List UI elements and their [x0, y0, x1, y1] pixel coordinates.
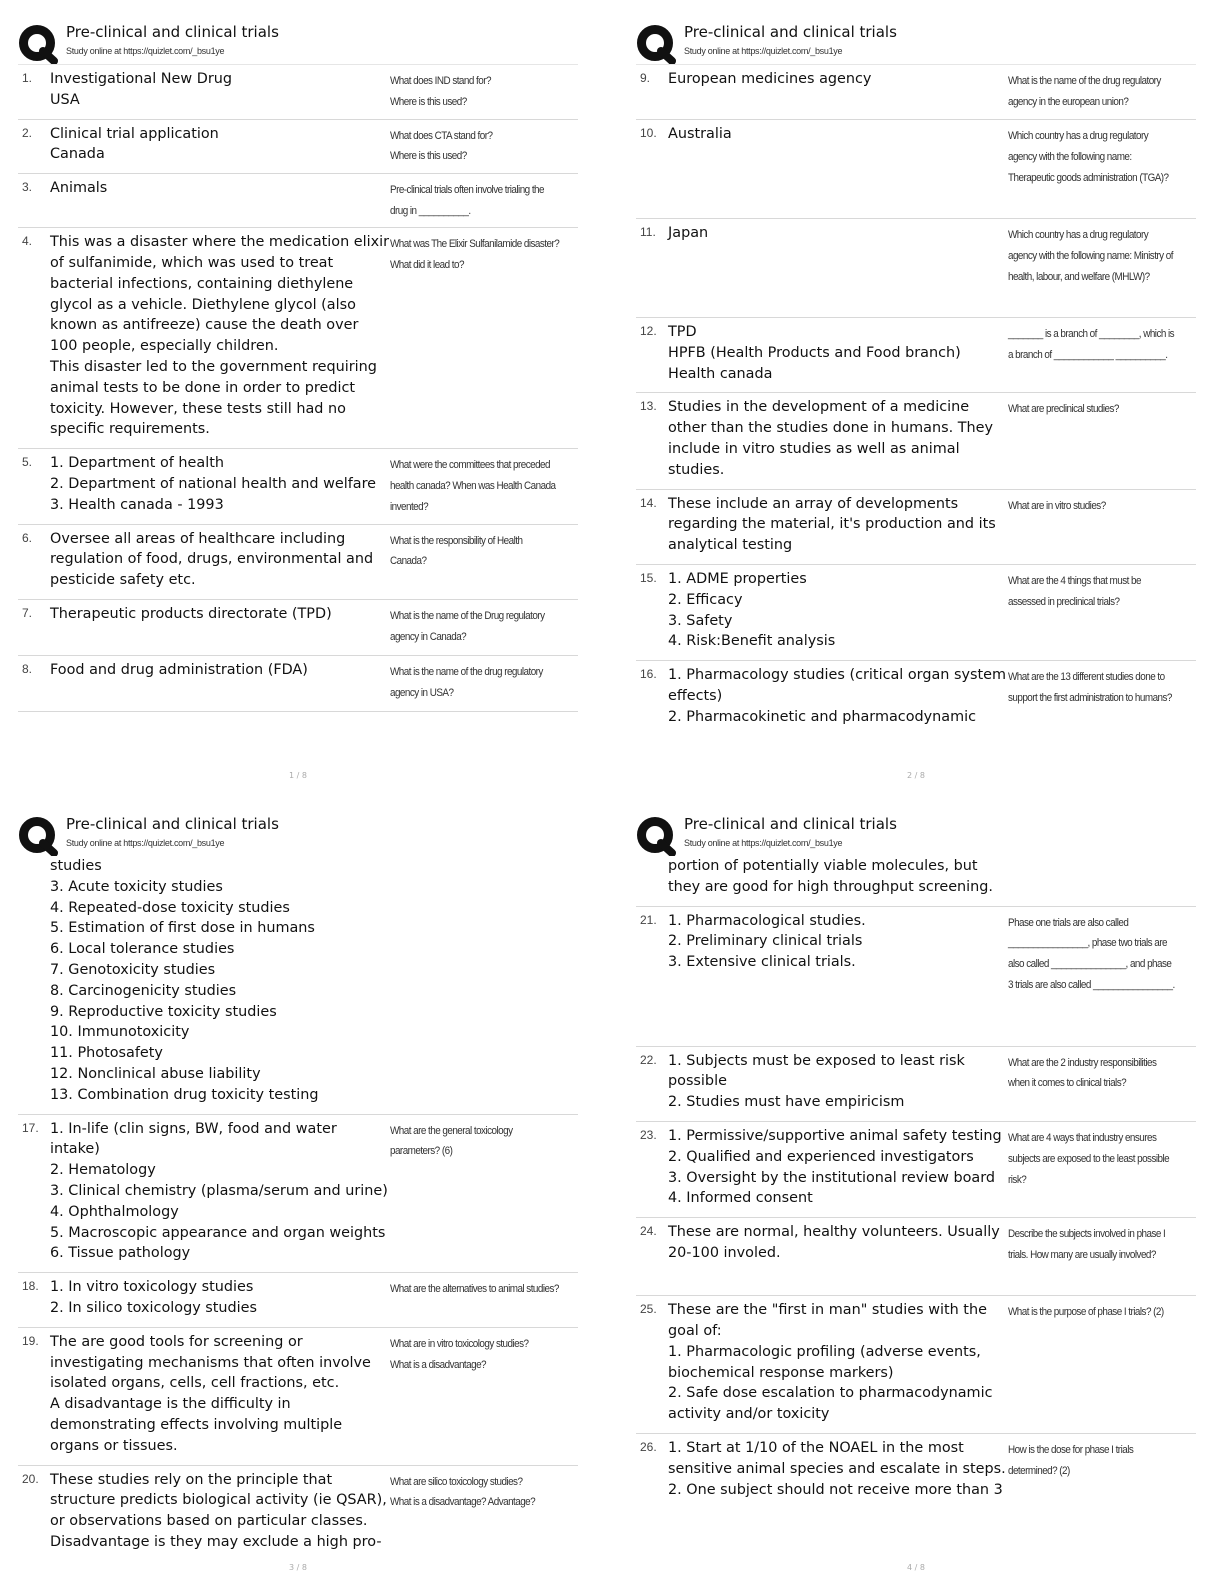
card-question: What are the 2 industry responsibilities when it comes to clinical trials? — [1008, 1056, 1157, 1090]
card-answer: 1. Start at 1/10 of the NOAEL in the most sensitive animal species and escalate in steps. 2. One subject should not receive more than 3 — [668, 1439, 1006, 1498]
card-question: What is the purpose of phase I trials? (2) — [1008, 1306, 1164, 1319]
card-answer: 1. ADME properties 2. Efficacy 3. Safety 4. Risk:Benefit analysis — [668, 570, 836, 650]
page-number: 2 / 8 — [907, 771, 925, 780]
card-question: What was The Elixir Sulfanilamide disaster? What did it lead to? — [390, 238, 560, 271]
card — [636, 490, 1196, 565]
card-number: 24. — [640, 1224, 657, 1239]
card-question: How is the dose for phase I trials determined? (2) — [1008, 1443, 1134, 1477]
card-answer: This was a disaster where the medication elixir of sulfanimide, which was used to treat bacterial infections, containing diethylene glycol as a vehicle. Diethylene glycol (also known as antifreeze) cause the death over 100 people, especially children. This disaster led to the government requiring animal tests to be done in order to predict toxicity. However, these tests still had no specific requirements. — [50, 234, 390, 438]
card-question: Pre-clinical trials often involve trialing the drug in __________. — [390, 184, 544, 217]
card — [636, 1218, 1196, 1296]
card — [18, 600, 578, 656]
card-number: 2. — [22, 125, 33, 140]
card — [18, 656, 578, 712]
study-online-line: Study online at https://quizlet.com/_bsu1ye — [684, 46, 843, 56]
card-question: What were the committees that preceded health canada? When was Health Canada invented? — [390, 459, 556, 513]
card-number: 19. — [22, 1333, 39, 1348]
card-answer: These are the "first in man" studies with the goal of: 1. Pharmacologic profiling (adverse events, biochemical response markers) 2. Safe dose escalation to pharmacodynamic activity and/or toxicity — [668, 1302, 993, 1423]
card-question: What is the name of the drug regulatory agency in the european union? — [1008, 75, 1161, 108]
quizlet-logo-icon — [636, 24, 676, 64]
card — [636, 661, 1196, 735]
page-number: 1 / 8 — [289, 771, 307, 780]
card-answer: Food and drug administration (FDA) — [50, 661, 308, 678]
card-question: Phase one trials are also called ________________, phase two trials are also called _______________, and phase 3 trials are also called ________________. — [1008, 916, 1175, 991]
card-number: 14. — [640, 495, 657, 510]
page-header — [636, 810, 1196, 854]
card-question: What is the responsibility of Health Canada? — [390, 534, 523, 568]
card — [636, 64, 1196, 120]
document-title: Pre-clinical and clinical trials — [684, 23, 897, 41]
card-list — [18, 64, 578, 712]
card — [18, 525, 578, 600]
page-2 — [636, 18, 1196, 788]
document-title: Pre-clinical and clinical trials — [66, 815, 279, 833]
card-answer: studies 3. Acute toxicity studies 4. Repeated-dose toxicity studies 5. Estimation of first dose in humans 6. Local tolerance studies 7. Genotoxicity studies 8. Carcinogenicity studies 9. Reproductive toxicity studies 10. Immunotoxicity 11. Photosafety 12. Nonclinical abuse liability 13. Combination drug toxicity testing — [50, 858, 319, 1103]
quizlet-logo-icon — [636, 816, 676, 856]
card-answer: Investigational New Drug USA — [50, 71, 232, 108]
study-online-line: Study online at https://quizlet.com/_bsu1ye — [684, 838, 843, 848]
card-number: 15. — [640, 570, 657, 585]
card-list — [18, 854, 578, 1561]
card-answer: 1. In-life (clin signs, BW, food and water intake) 2. Hematology 3. Clinical chemistry (plasma/serum and urine) 4. Ophthalmology 5. Macroscopic appearance and organ weights 6. Tissue pathology — [50, 1120, 388, 1262]
card — [18, 449, 578, 524]
card-number: 7. — [22, 605, 33, 620]
card-question: What does IND stand for? Where is this used? — [390, 75, 491, 108]
card-number: 16. — [640, 667, 657, 682]
card-question: What are 4 ways that industry ensures subjects are exposed to the least possible risk? — [1008, 1131, 1170, 1186]
card-number: 13. — [640, 399, 657, 414]
card-answer: 1. Pharmacological studies. 2. Preliminary clinical trials 3. Extensive clinical trials. — [668, 912, 866, 971]
card-number: 23. — [640, 1127, 657, 1142]
card — [636, 393, 1196, 489]
card-answer: portion of potentially viable molecules, but they are good for high throughput screening. — [668, 858, 993, 895]
card-number: 10. — [640, 126, 657, 140]
quizlet-logo-icon — [18, 816, 58, 856]
card-question: Which country has a drug regulatory agency with the following name: Ministry of health, labour, and welfare (MHLW)? — [1008, 229, 1173, 283]
quizlet-logo-icon — [18, 24, 58, 64]
card-question: What are preclinical studies? — [1008, 403, 1119, 416]
card-answer: These are normal, healthy volunteers. Usually 20-100 involed. — [668, 1224, 1000, 1261]
card-answer: 1. Pharmacology studies (critical organ system effects) 2. Pharmacokinetic and pharmacodynamic — [668, 667, 1007, 725]
card — [636, 907, 1196, 1047]
card-question: What are silico toxicology studies? What is a disadvantage? Advantage? — [390, 1475, 536, 1509]
card-question: What are the 13 different studies done to support the first administration to humans? — [1008, 671, 1172, 704]
card — [18, 174, 578, 228]
page-3 — [18, 810, 578, 1580]
card-question: What are in vitro toxicology studies? What is a disadvantage? — [390, 1337, 529, 1371]
card — [636, 1047, 1196, 1122]
card-answer: 1. Subjects must be exposed to least risk possible 2. Studies must have empiricism — [668, 1052, 965, 1111]
card — [636, 120, 1196, 219]
card — [636, 219, 1196, 318]
card-list — [636, 854, 1196, 1508]
card — [636, 318, 1196, 393]
page-number: 3 / 8 — [289, 1563, 307, 1572]
card-number: 20. — [22, 1471, 39, 1486]
card-answer: TPD HPFB (Health Products and Food branch) Health canada — [668, 324, 961, 382]
card-number: 9. — [640, 71, 651, 85]
card-answer: Studies in the development of a medicine other than the studies done in humans. They include in vitro studies as well as animal studies. — [668, 399, 994, 478]
card — [636, 1434, 1196, 1508]
card-number: 6. — [22, 530, 33, 545]
card-number: 1. — [22, 71, 33, 85]
card-question: _______ is a branch of ________, which is a branch of ____________ __________. — [1008, 328, 1175, 361]
card-answer: Clinical trial application Canada — [50, 125, 219, 163]
card-number: 18. — [22, 1279, 39, 1294]
card-question: What is the name of the drug regulatory agency in USA? — [390, 665, 543, 699]
card-number: 26. — [640, 1439, 657, 1454]
card-answer: 1. Department of health 2. Department of national health and welfare 3. Health canada - 1993 — [50, 455, 377, 513]
document-title: Pre-clinical and clinical trials — [66, 23, 279, 41]
card-answer: Oversee all areas of healthcare including regulation of food, drugs, environmental and pesticide safety etc. — [50, 530, 374, 589]
card-answer: 1. Permissive/supportive animal safety testing 2. Qualified and experienced investigators 3. Oversight by the institutional review board 4. Informed consent — [668, 1127, 1002, 1207]
page-header — [18, 18, 578, 62]
card — [636, 1122, 1196, 1218]
card-number: 17. — [22, 1120, 39, 1135]
card-continued — [636, 854, 1196, 907]
card — [636, 1296, 1196, 1434]
card-number: 4. — [22, 234, 33, 249]
card — [18, 1466, 578, 1561]
card-question: What does CTA stand for? Where is this used? — [390, 129, 493, 163]
card-list — [636, 64, 1196, 736]
page-1 — [18, 18, 578, 788]
card-question: Which country has a drug regulatory agency with the following name: Therapeutic goods administration (TGA)? — [1008, 130, 1169, 184]
card-number: 12. — [640, 324, 657, 338]
page-header — [18, 810, 578, 854]
card-answer: These include an array of developments regarding the material, it's production and its analytical testing — [668, 495, 996, 554]
card-question: What is the name of the Drug regulatory agency in Canada? — [390, 609, 545, 643]
study-online-line: Study online at https://quizlet.com/_bsu1ye — [66, 46, 225, 56]
card-number: 5. — [22, 455, 33, 470]
card-number: 21. — [640, 912, 657, 927]
card-answer: These studies rely on the principle that structure predicts biological activity (ie QSAR), or observations based on particular classes. Disadvantage is they may exclude a high pro- — [50, 1471, 387, 1550]
card — [18, 1273, 578, 1328]
card-number: 25. — [640, 1302, 657, 1317]
page-4 — [636, 810, 1196, 1580]
card-number: 3. — [22, 180, 33, 195]
card-number: 8. — [22, 661, 33, 676]
card — [18, 1115, 578, 1274]
card-question: What are in vitro studies? — [1008, 499, 1106, 512]
card — [18, 120, 578, 175]
page-header — [636, 18, 1196, 62]
study-online-line: Study online at https://quizlet.com/_bsu1ye — [66, 838, 225, 848]
card-answer: Animals — [50, 180, 108, 197]
card-continued — [18, 854, 578, 1115]
card-question: What are the alternatives to animal studies? — [390, 1283, 559, 1296]
document-title: Pre-clinical and clinical trials — [684, 815, 897, 833]
card-answer: European medicines agency — [668, 71, 872, 87]
card-question: What are the 4 things that must be assessed in preclinical trials? — [1008, 574, 1141, 608]
card-answer: Therapeutic products directorate (TPD) — [50, 605, 332, 622]
card-question: Describe the subjects involved in phase I trials. How many are usually involved? — [1008, 1228, 1166, 1261]
card-answer: Australia — [668, 126, 732, 142]
card-answer: Japan — [668, 225, 709, 241]
card — [18, 228, 578, 449]
card-question: What are the general toxicology parameters? (6) — [390, 1124, 513, 1158]
page-number: 4 / 8 — [907, 1563, 925, 1572]
card-answer: The are good tools for screening or investigating mechanisms that often involve isolated organs, cells, cell fractions, etc. A disadvantage is the difficulty in demonstrating effects involving multiple organs or tissues. — [50, 1333, 371, 1454]
card-answer: 1. In vitro toxicology studies 2. In silico toxicology studies — [50, 1279, 258, 1316]
card-number: 22. — [640, 1052, 657, 1067]
card — [636, 565, 1196, 661]
card — [18, 1328, 578, 1466]
card-number: 11. — [640, 225, 656, 239]
card — [18, 64, 578, 120]
